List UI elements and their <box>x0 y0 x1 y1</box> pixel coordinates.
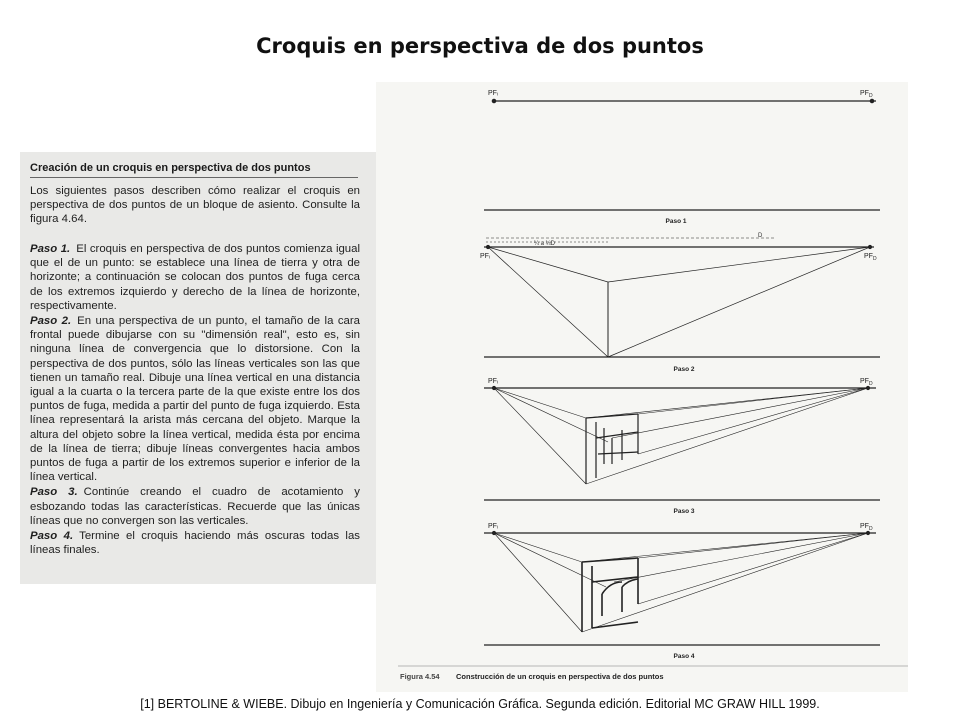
figure-caption: Construcción de un croquis en perspectiva de dos puntos <box>456 672 664 681</box>
seat-block-sketch <box>586 414 638 484</box>
seat-block-final <box>582 558 638 632</box>
panel-step-3 <box>484 378 880 515</box>
pf-left-label: PFᵢ <box>488 523 499 530</box>
step-1-label: Paso 1 <box>665 218 687 225</box>
construction-lines <box>494 388 868 484</box>
panel-step-4 <box>484 523 880 660</box>
step-text: Termine el croquis haciendo más oscuras todas las líneas finales. <box>30 530 360 557</box>
citation: [1] BERTOLINE & WIEBE. Dibujo en Ingeniería y Comunicación Gráfica. Segunda edición. Editorial MC GRAW HILL 1999. <box>140 697 820 711</box>
pf-right-label: $PF_D$ <box>860 90 873 99</box>
step-label: Paso 1. <box>30 243 71 255</box>
convergence-line <box>488 247 608 282</box>
step-3-label: Paso 3 <box>673 508 695 515</box>
perspective-figure <box>376 82 908 692</box>
step-2-label: Paso 2 <box>673 366 695 373</box>
figure-number: Figura 4.54 <box>400 672 440 681</box>
heading-rule <box>30 177 358 178</box>
steps-list <box>30 242 360 558</box>
construction-lines <box>494 533 868 632</box>
step-2 <box>30 314 360 484</box>
step-3 <box>30 485 360 528</box>
pf-left-label: PFᵢ <box>480 253 491 260</box>
pf-right-label: $PF_D$ <box>864 253 877 262</box>
step-text: En una perspectiva de un punto, el tamaño de la cara frontal puede dibujarse con su "dimensión real", esto es, sin ninguna línea de convergencia que lo distorsione. Con la perspectiva de dos puntos, sólo las líneas verticales son las que tienen un tamaño real. Dibuje una línea vertical en una distancia igual a la cuarta o la tercera parte de la que existe entre los dos puntos de fuga, medida a partir del punto de fuga izquierdo. Esta línea representará la arista más cercana del objeto. Marque la altura del objeto sobre la línea vertical, medida ésta por encima de la línea de tierra; dibuje líneas convergentes hacia ambos puntos de fuga a partir de los extremos superior e inferior de la línea vertical. <box>30 315 360 484</box>
text-scan-panel <box>20 152 376 584</box>
panel-horizon <box>488 90 876 103</box>
pf-right-label: $PF_D$ <box>860 378 873 387</box>
dimension-a-label: ¼ a ⅓D <box>534 241 556 247</box>
step-1 <box>30 242 360 313</box>
slide-title: Croquis en perspectiva de dos puntos <box>256 34 704 58</box>
step-text: Continúe creando el cuadro de acotamiento y esbozando todas las características. Recuerde que las únicas líneas que no convergen son las verticales. <box>30 486 360 527</box>
panel-intro: Los siguientes pasos describen cómo realizar el croquis en perspectiva de dos puntos de un bloque de asiento. Consulte la figura 4.64. <box>30 185 360 225</box>
step-label: Paso 2. <box>30 315 72 328</box>
dimension-d-label: D <box>758 233 763 239</box>
panel-heading: Creación de un croquis en perspectiva de dos puntos <box>30 162 311 174</box>
convergence-line <box>488 247 608 357</box>
step-4-label: Paso 4 <box>673 653 695 660</box>
step-text: El croquis en perspectiva de dos puntos comienza igual que el de un punto: se establece una línea de tierra y otra de horizonte; a continuación se colocan dos puntos de fuga cerca de los extremos izquierdo y derecho de la línea de horizonte, respectivamente. <box>30 243 361 312</box>
convergence-line <box>608 247 870 357</box>
pf-left-label: PFᵢ <box>488 90 499 97</box>
convergence-line <box>608 247 870 282</box>
vanishing-point-right <box>870 99 874 103</box>
pf-right-label: $PF_D$ <box>860 523 873 532</box>
step-label: Paso 4. <box>30 530 74 543</box>
step-label: Paso 3. <box>30 486 78 499</box>
step-4 <box>30 529 360 557</box>
figure-scan-panel <box>376 82 908 692</box>
pf-left-label: PFᵢ <box>488 378 499 385</box>
panel-step-2 <box>480 210 880 373</box>
vanishing-point-left <box>492 99 496 103</box>
